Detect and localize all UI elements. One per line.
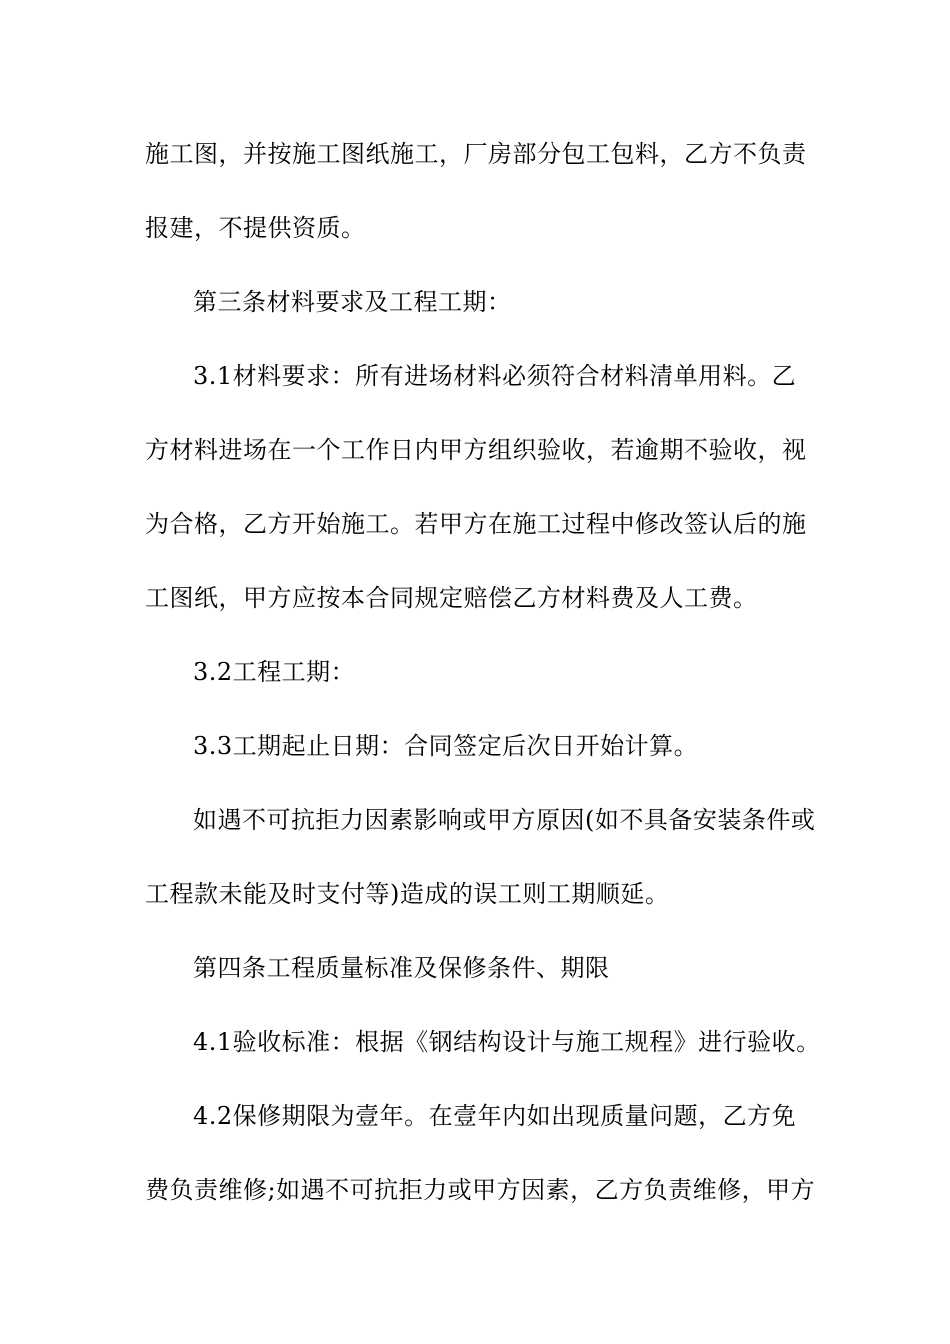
text-line: 3.2工程工期： xyxy=(193,658,356,686)
text-line: 工程款未能及时支付等)造成的误工则工期顺延。 xyxy=(145,880,670,908)
text-line: 4.1验收标准：根据《钢结构设计与施工规程》进行验收。 xyxy=(193,1028,821,1056)
section-heading: 第三条材料要求及工程工期： xyxy=(193,288,512,316)
text-line: 如遇不可抗拒力因素影响或甲方原因(如不具备安装条件或 xyxy=(193,806,816,834)
text-line: 报建，不提供资质。 xyxy=(145,214,366,242)
text-line: 为合格，乙方开始施工。若甲方在施工过程中修改签认后的施 xyxy=(145,510,807,538)
text-line: 3.1材料要求：所有进场材料必须符合材料清单用料。乙 xyxy=(193,362,797,390)
text-line: 方材料进场在一个工作日内甲方组织验收，若逾期不验收，视 xyxy=(145,436,807,464)
section-heading: 第四条工程质量标准及保修条件、期限 xyxy=(193,954,610,982)
text-line: 工图纸，甲方应按本合同规定赔偿乙方材料费及人工费。 xyxy=(145,584,758,612)
text-line: 施工图，并按施工图纸施工，厂房部分包工包料，乙方不负责 xyxy=(145,140,807,168)
text-line: 4.2保修期限为壹年。在壹年内如出现质量问题，乙方免 xyxy=(193,1102,797,1130)
text-line: 3.3工期起止日期：合同签定后次日开始计算。 xyxy=(193,732,699,760)
text-line: 费负责维修;如遇不可抗拒力或甲方因素，乙方负责维修，甲方 xyxy=(145,1176,816,1204)
